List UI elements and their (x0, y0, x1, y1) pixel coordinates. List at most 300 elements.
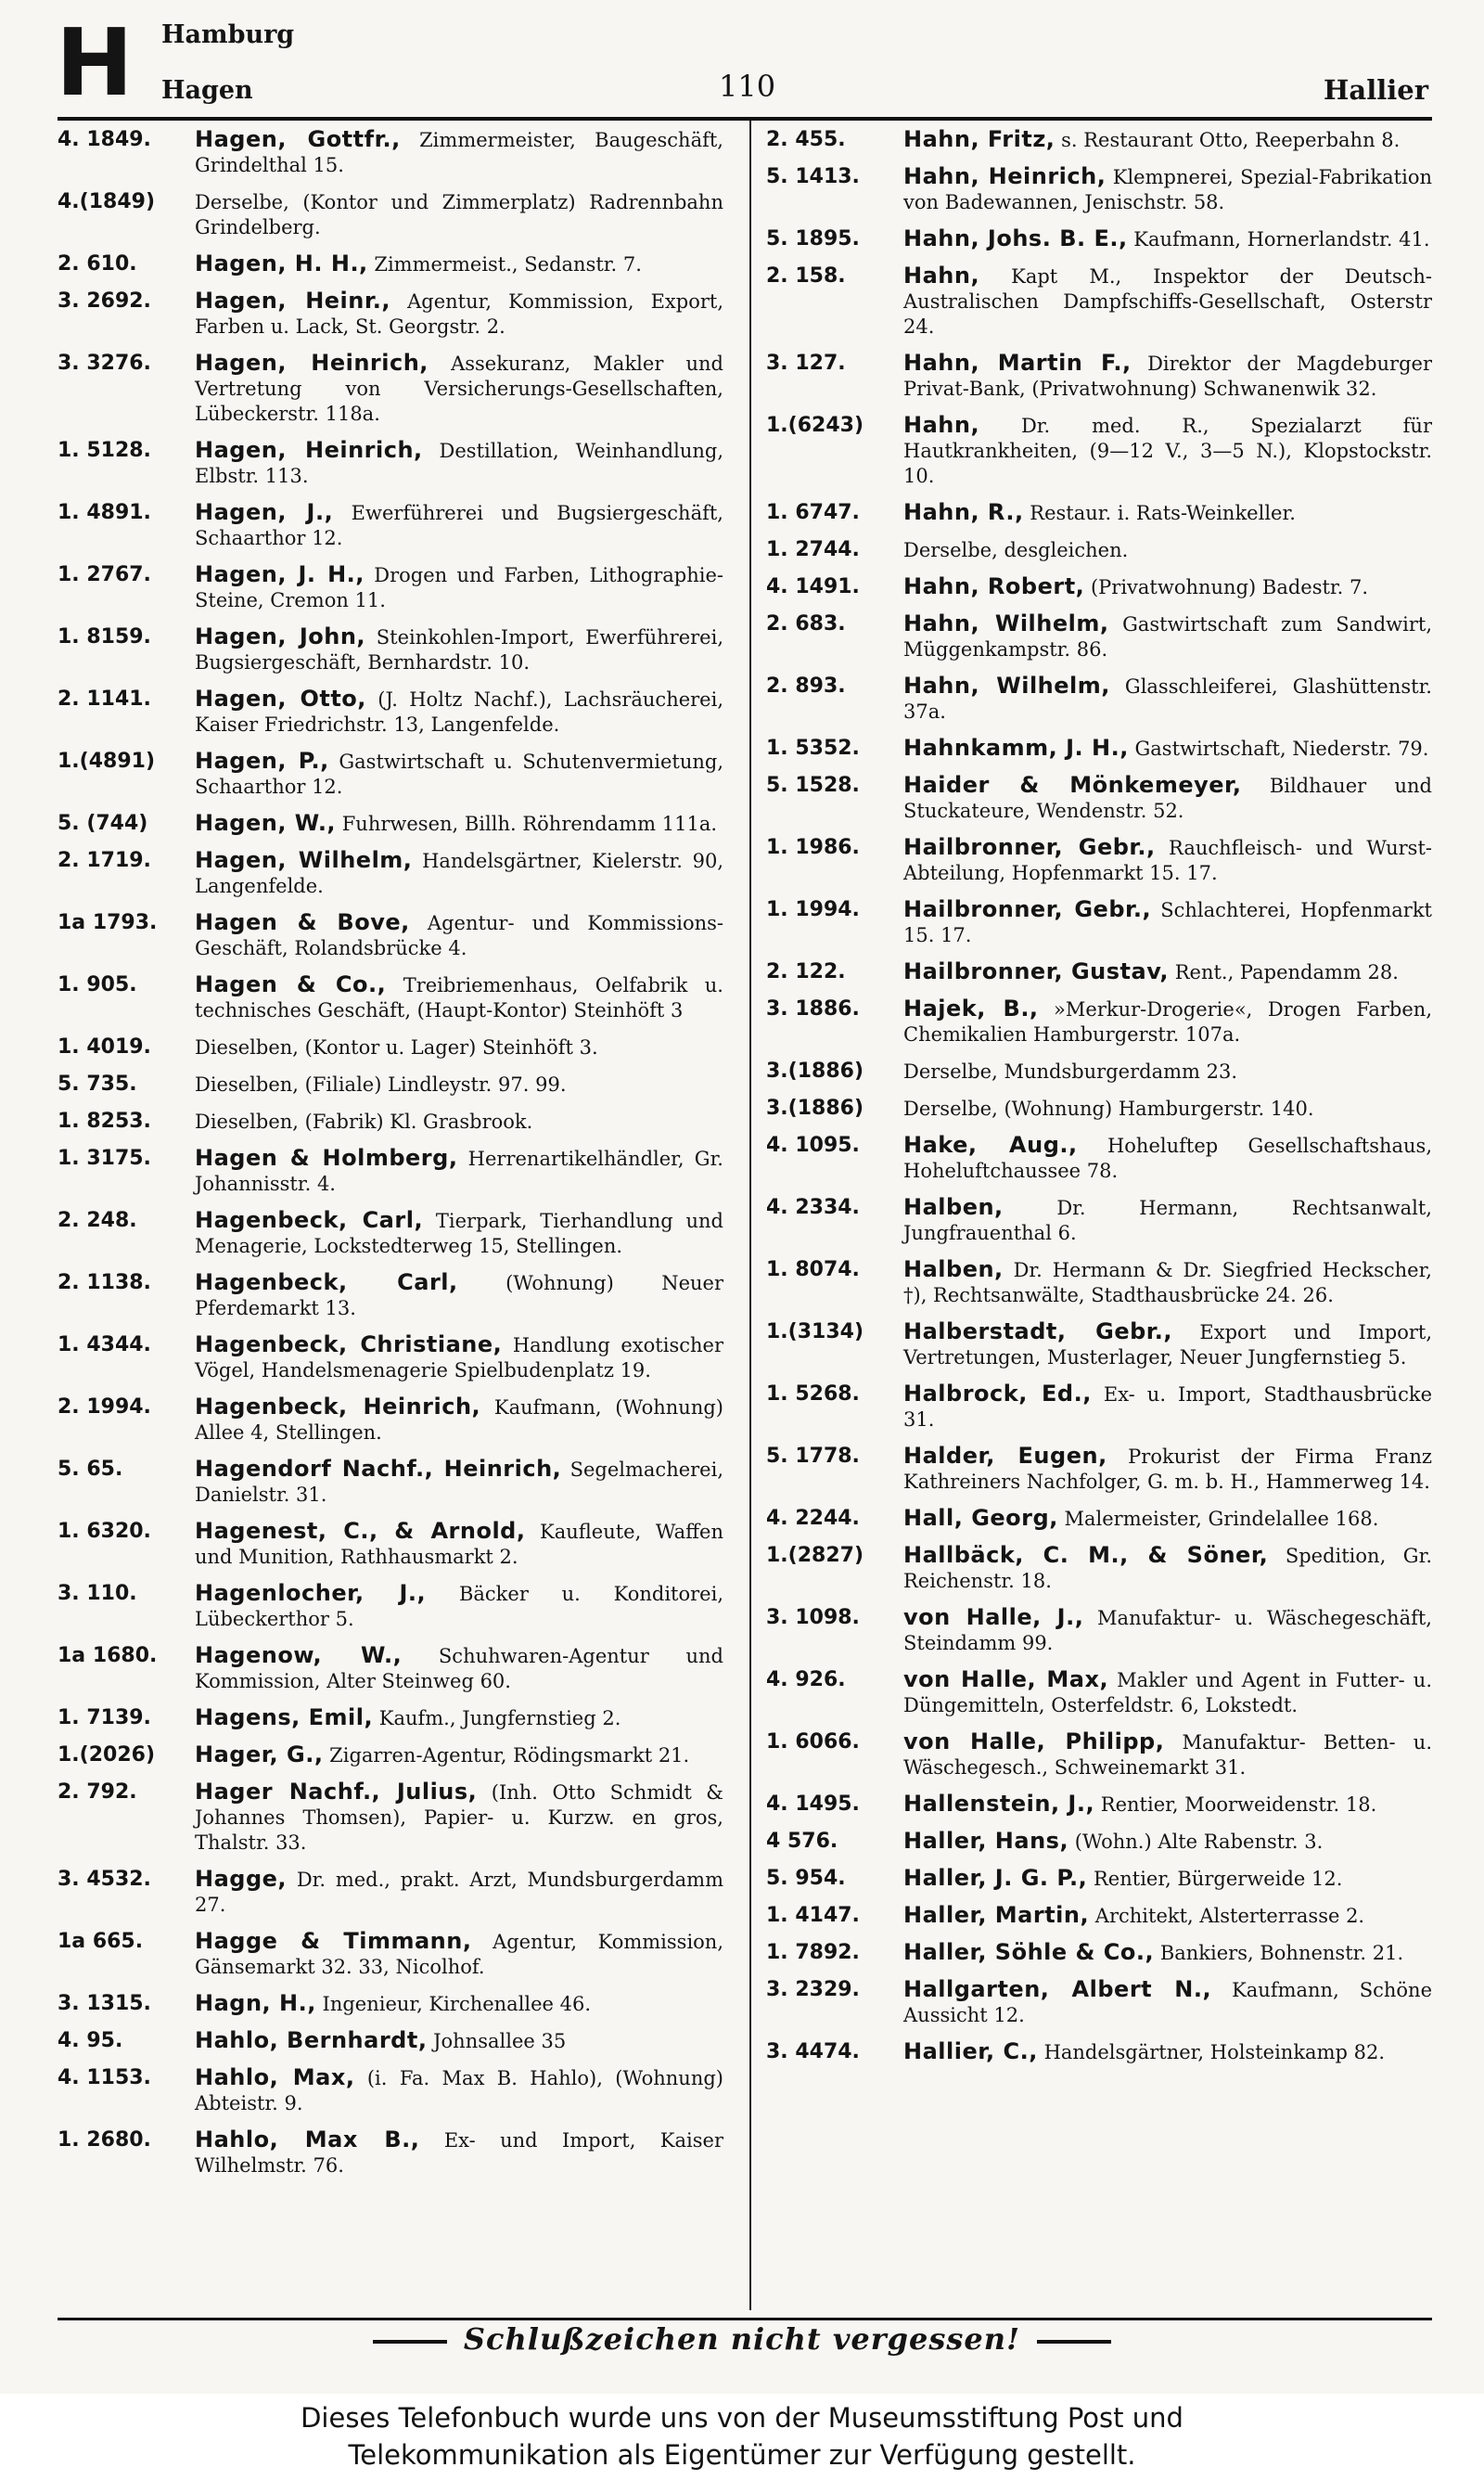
directory-entry (766, 1829, 1432, 1855)
entry-details: Kaufm., Jungfernstieg 2. (378, 1707, 621, 1729)
directory-entry (766, 611, 1432, 662)
phone-number: 4 576. (766, 1830, 838, 1853)
phone-number: 2. 1138. (58, 1271, 151, 1294)
entry-name: Hahn, (903, 412, 980, 438)
header-city: Hamburg (161, 20, 295, 49)
entry-name: Hallgarten, Albert N., (903, 1976, 1212, 2002)
entry-details: Dr. Hermann, Rechtsanwalt, Jungfrauenthal 6. (903, 1197, 1432, 1244)
directory-entry (58, 1394, 723, 1446)
entry-name: Hagen, Heinr., (195, 288, 391, 314)
entry-details: Makler und Agent in Futter- u. Düngemitteln, Osterfeldstr. 6, Lokstedt. (903, 1669, 1432, 1716)
phone-number: 1. 7139. (58, 1706, 151, 1729)
phone-number: 1. 2767. (58, 563, 151, 586)
entry-body (195, 351, 723, 427)
directory-entry (58, 1780, 723, 1856)
phone-number: 2. 158. (766, 264, 846, 288)
phone-number: 1a 665. (58, 1930, 144, 1953)
entry-name: Haller, J. G. P., (903, 1865, 1088, 1891)
entry-body (903, 1667, 1432, 1718)
entry-body (195, 2127, 723, 2178)
directory-entry (766, 1729, 1432, 1780)
entry-name: Hall, Georg, (903, 1505, 1058, 1531)
entry-details: Klempnerei, Spezial-Fabrikation von Badewannen, Jenischstr. 58. (903, 166, 1432, 213)
entry-body (195, 687, 723, 738)
entry-details: Gastwirtschaft u. Schutenvermietung, Schaarthor 12. (195, 751, 723, 798)
entry-details: Agentur, Kommission, Gänsemarkt 32. 33, Nicolhof. (195, 1931, 723, 1978)
entry-body (903, 1940, 1432, 1966)
entry-body (195, 1867, 723, 1918)
directory-entry (766, 835, 1432, 886)
entry-name: Hagge & Timmann, (195, 1928, 472, 1954)
entry-body (903, 1729, 1432, 1780)
entry-body (195, 1929, 723, 1980)
entry-details: Ex- u. Import, Stadthausbrücke 31. (903, 1383, 1432, 1431)
phone-number: 5. 1895. (766, 227, 860, 251)
directory-entry (766, 959, 1432, 985)
entry-name: Hagen, Otto, (195, 686, 366, 712)
entry-body (195, 1270, 723, 1321)
phone-number: 3. 1315. (58, 1992, 151, 2015)
entry-body (903, 574, 1432, 600)
entry-name: Hagenbeck, Carl, (195, 1207, 424, 1233)
entry-name: Hallbäck, C. M., & Söner, (903, 1542, 1269, 1568)
entry-name: Halbrock, Ed., (903, 1381, 1092, 1407)
directory-entry (766, 500, 1432, 526)
column-divider (749, 121, 751, 2310)
directory-entry (766, 1381, 1432, 1433)
entry-body (195, 2065, 723, 2116)
entry-body (195, 562, 723, 613)
entry-details: Johnsallee 35 (433, 2030, 567, 2052)
entry-details: Tierpark, Tierhandlung und Menagerie, Lockstedterweg 15, Stellingen. (195, 1210, 723, 1257)
entry-body (903, 127, 1432, 153)
entry-details: Segelmacherei, Danielstr. 31. (195, 1458, 723, 1506)
entry-body (903, 1133, 1432, 1184)
entry-details: Zimmermeist., Sedanstr. 7. (374, 253, 642, 276)
directory-entry (58, 1072, 723, 1098)
entry-name: Hagen & Co., (195, 971, 387, 997)
entry-details: (Wohnung) Neuer Pferdemarkt 13. (195, 1272, 723, 1319)
entry-name: Hahn, R., (903, 499, 1024, 525)
entry-body (903, 1792, 1432, 1818)
phone-number: 1. 2744. (766, 538, 860, 561)
entry-details: s. Restaurant Otto, Reeperbahn 8. (1061, 129, 1401, 151)
entry-name: Hagen, John, (195, 623, 366, 649)
header-last-entry: Hallier (1324, 74, 1428, 106)
entry-body (903, 674, 1432, 725)
notice-line-2: Telekommunikation als Eigentümer zur Verfügung gestellt. (348, 2439, 1136, 2471)
page-header (0, 0, 1484, 121)
directory-entry (766, 1940, 1432, 1966)
directory-entry (58, 438, 723, 489)
directory-entry (58, 811, 723, 837)
entry-details: Dr. Hermann & Dr. Siegfried Heckscher, †), Rechtsanwälte, Stadthausbrücke 24. 26. (903, 1259, 1432, 1306)
phone-number: 3. 2692. (58, 289, 151, 313)
phone-number: 1. 6066. (766, 1730, 860, 1754)
directory-entry (766, 1444, 1432, 1495)
entry-name: von Halle, Philipp, (903, 1728, 1165, 1754)
entry-name: Haller, Hans, (903, 1828, 1069, 1854)
directory-entry (58, 687, 723, 738)
directory-entry (58, 1146, 723, 1197)
entry-body (903, 1866, 1432, 1892)
phone-number: 5. 735. (58, 1073, 137, 1096)
phone-number: 3. 4474. (766, 2040, 860, 2063)
directory-entry (766, 574, 1432, 600)
directory-entry (58, 749, 723, 800)
entry-details: Gastwirtschaft, Niederstr. 79. (1134, 738, 1429, 760)
entry-name: Hahn, Heinrich, (903, 163, 1107, 189)
directory-entry (58, 1208, 723, 1259)
entry-name: Hahn, Johs. B. E., (903, 225, 1128, 251)
phone-number: 1. 5128. (58, 439, 151, 462)
directory-entry (58, 189, 723, 240)
phone-number: 5. 1528. (766, 774, 860, 797)
entry-details: Dieselben, (Fabrik) Kl. Grasbrook. (195, 1111, 533, 1133)
phone-number: 1. 4344. (58, 1333, 151, 1356)
phone-number: 1. 5352. (766, 737, 860, 760)
entry-name: Hagen, Heinrich, (195, 437, 423, 463)
directory-entry (58, 972, 723, 1023)
entry-body (195, 624, 723, 675)
directory-entry (766, 127, 1432, 153)
entry-details: Manufaktur- u. Wäschegeschäft, Steindamm 99. (903, 1607, 1432, 1654)
phone-number: 1. 6747. (766, 501, 860, 524)
directory-entry (766, 1195, 1432, 1246)
entry-details: Architekt, Alsterterrasse 2. (1094, 1905, 1365, 1927)
phone-number: 1. 6320. (58, 1520, 151, 1543)
entry-details: Direktor der Magdeburger Privat-Bank, (Privatwohnung) Schwanenwik 32. (903, 353, 1432, 400)
phone-number: 1. 4147. (766, 1904, 860, 1927)
entry-body (903, 1257, 1432, 1308)
entry-name: Hagen & Holmberg, (195, 1145, 458, 1171)
entry-name: Hagen & Bove, (195, 909, 410, 935)
phone-number: 2. 1141. (58, 687, 151, 711)
directory-entry (58, 1457, 723, 1508)
phone-number: 1. 8159. (58, 625, 151, 649)
entry-body (195, 1109, 723, 1135)
phone-number: 2. 1719. (58, 849, 151, 872)
phone-number: 2. 122. (766, 960, 846, 983)
entry-body (195, 500, 723, 551)
entry-body (195, 1034, 723, 1060)
directory-entry (766, 897, 1432, 948)
entry-name: Hake, Aug., (903, 1132, 1078, 1158)
entry-details: Ingenieur, Kirchenallee 46. (322, 1993, 592, 2015)
notice-line-1: Dieses Telefonbuch wurde uns von der Museumsstiftung Post und (301, 2402, 1183, 2434)
entry-body (903, 773, 1432, 824)
phone-number: 1. 905. (58, 973, 137, 996)
directory-entry (58, 1581, 723, 1632)
entry-body (903, 897, 1432, 948)
directory-entry (766, 1543, 1432, 1594)
phone-number: 1. 2680. (58, 2128, 151, 2152)
entry-name: Hagenbeck, Christiane, (195, 1331, 503, 1357)
entry-name: Hallenstein, J., (903, 1791, 1095, 1817)
entry-body (903, 835, 1432, 886)
entry-body (195, 289, 723, 340)
phone-number: 4. 2334. (766, 1196, 860, 1219)
entry-body (195, 1072, 723, 1098)
entry-body (903, 226, 1432, 252)
directory-entry (58, 562, 723, 613)
directory-entry (58, 2127, 723, 2178)
entry-body (195, 1581, 723, 1632)
entry-body (903, 996, 1432, 1047)
entry-details: Manufaktur- Betten- u. Wäschegesch., Schweinemarkt 31. (903, 1731, 1432, 1779)
phone-number: 4. 1849. (58, 128, 151, 151)
phone-number: 5. (744) (58, 812, 148, 835)
entry-body (195, 848, 723, 899)
entry-body (903, 1903, 1432, 1929)
directory-entry (58, 1991, 723, 2017)
entry-name: Hagenow, W., (195, 1642, 403, 1668)
directory-entry (58, 1034, 723, 1060)
directory-entry (58, 1742, 723, 1768)
phone-number: 3. 2329. (766, 1978, 860, 2001)
phone-number: 1a 1680. (58, 1644, 158, 1667)
directory-entry (58, 1867, 723, 1918)
phone-number: 4. 1095. (766, 1134, 860, 1157)
entry-details: Bäcker u. Konditorei, Lübeckerthor 5. (195, 1583, 723, 1630)
phone-number: 3.(1886) (766, 1060, 864, 1083)
entry-name: Halder, Eugen, (903, 1443, 1107, 1469)
entry-body (195, 1991, 723, 2017)
entry-details: Spedition, Gr. Reichenstr. 18. (903, 1545, 1432, 1592)
entry-body (195, 1394, 723, 1446)
phone-number: 1. 5268. (766, 1382, 860, 1406)
dash-left (373, 2340, 447, 2344)
closing-reminder (0, 2321, 1484, 2357)
entry-name: Hagen, Heinrich, (195, 350, 429, 376)
entry-details: Rentier, Moorweidenstr. 18. (1100, 1793, 1377, 1816)
entry-body (903, 413, 1432, 489)
phone-number: 1. 1994. (766, 898, 860, 921)
entry-details: Ex- und Import, Kaiser Wilhelmstr. 76. (195, 2129, 723, 2177)
entry-details: Prokurist der Firma Franz Kathreiners Nachfolger, G. m. b. H., Hammerweg 14. (903, 1446, 1432, 1493)
directory-entry (766, 226, 1432, 252)
directory-entry (766, 1977, 1432, 2028)
entry-details: Derselbe, Mundsburgerdamm 23. (903, 1060, 1237, 1083)
entry-name: Hagen, H. H., (195, 251, 368, 276)
entry-details: Handlung exotischer Vögel, Handelsmenagerie Spielbudenplatz 19. (195, 1334, 723, 1381)
entry-details: Schlachterei, Hopfenmarkt 15. 17. (903, 899, 1432, 946)
phone-number: 2. 455. (766, 128, 846, 151)
directory-entry (766, 1133, 1432, 1184)
phone-number: 1. 7892. (766, 1941, 860, 1964)
entry-name: Hagen, Gottfr., (195, 127, 401, 152)
entry-name: Hagenbeck, Heinrich, (195, 1394, 481, 1420)
entry-details: Hoheluftер Gesellschaftshaus, Hoheluftchaussee 78. (903, 1135, 1432, 1182)
entry-body (195, 189, 723, 240)
entry-details: Destillation, Weinhandlung, Elbstr. 113. (195, 440, 723, 487)
phone-number: 1.(6243) (766, 414, 864, 437)
entry-details: (Inh. Otto Schmidt & Johannes Thomsen), Papier- u. Kurzw. en gros, Thalstr. 33. (195, 1781, 723, 1854)
entry-details: Gastwirtschaft zum Sandwirt, Müggenkampstr. 86. (903, 613, 1432, 661)
entry-details: (Privatwohnung) Badestr. 7. (1090, 576, 1369, 598)
entry-details: Dr. med. R., Spezialarzt für Hautkrankheiten, (9—12 V., 3—5 N.), Klopstockstr. 10. (903, 415, 1432, 487)
phone-number: 1.(2026) (58, 1743, 156, 1767)
entry-name: Hahn, Fritz, (903, 127, 1055, 152)
phone-number: 2. 1994. (58, 1395, 151, 1419)
phone-number: 4. 926. (766, 1668, 846, 1691)
phone-number: 5. 65. (58, 1458, 123, 1481)
entry-name: Haider & Mönkemeyer, (903, 772, 1242, 798)
entry-body (195, 811, 723, 837)
directory-entry (58, 1929, 723, 1980)
phone-number: 2. 893. (766, 675, 846, 698)
directory-entry (58, 2028, 723, 2054)
entry-name: Halben, (903, 1256, 1004, 1282)
entry-details: Zigarren-Agentur, Rödingsmarkt 21. (329, 1744, 690, 1767)
entry-name: Hagenest, C., & Arnold, (195, 1518, 526, 1544)
entry-details: Agentur- und Kommissions-Geschäft, Rolandsbrücke 4. (195, 912, 723, 959)
directory-entry (766, 996, 1432, 1047)
entry-details: Kaufmann, Hornerlandstr. 41. (1133, 228, 1430, 251)
directory-entry (766, 736, 1432, 762)
directory-entry (58, 127, 723, 178)
page-number: 110 (719, 69, 776, 104)
directory-entry (58, 1332, 723, 1383)
entry-details: Treibriemenhaus, Oelfabrik u. technisches Geschäft, (Haupt-Kontor) Steinhöft 3 (195, 974, 723, 1022)
entry-name: Hagen, Wilhelm, (195, 847, 413, 873)
dash-right (1037, 2340, 1111, 2344)
entry-body (903, 263, 1432, 340)
phone-number: 1.(2827) (766, 1544, 864, 1567)
entry-details: Restaur. i. Rats-Weinkeller. (1030, 502, 1296, 524)
section-letter: H (56, 8, 132, 117)
entry-body (903, 164, 1432, 215)
entry-name: Hagen, P., (195, 748, 329, 774)
phone-number: 2. 792. (58, 1780, 137, 1804)
entry-details: Dieselben, (Filiale) Lindleystr. 97. 99. (195, 1073, 567, 1096)
entry-details: Handelsgärtner, Holsteinkamp 82. (1043, 2041, 1385, 2063)
entry-body (195, 1705, 723, 1731)
entry-name: Hager Nachf., Julius, (195, 1779, 478, 1805)
entry-details: Derselbe, (Kontor und Zimmerplatz) Radrennbahn Grindelberg. (195, 191, 723, 238)
phone-number: 3. 127. (766, 352, 846, 375)
entry-details: Drogen und Farben, Lithographie-Steine, Cremon 11. (195, 564, 723, 611)
phone-number: 5. 1413. (766, 165, 860, 188)
directory-entry (766, 773, 1432, 824)
entry-name: Hagn, H., (195, 1990, 316, 2016)
entry-body (195, 1457, 723, 1508)
entry-name: Hailbronner, Gustav, (903, 958, 1170, 984)
right-column (766, 127, 1432, 2317)
phone-number: 1.(4891) (58, 750, 156, 773)
entry-details: Schuhwaren-Agentur und Kommission, Alter Steinweg 60. (195, 1645, 723, 1692)
entry-body (195, 972, 723, 1023)
entry-body (903, 1829, 1432, 1855)
directory-entry (766, 413, 1432, 489)
entry-name: Hallier, C., (903, 2038, 1038, 2064)
directory-entry (58, 1270, 723, 1321)
entry-name: Hagenlocher, J., (195, 1580, 427, 1606)
entry-body (903, 500, 1432, 526)
directory-entry (766, 263, 1432, 340)
directory-entry (58, 1643, 723, 1694)
phone-number: 5. 1778. (766, 1445, 860, 1468)
entry-details: Kaufmann, Schöne Aussicht 12. (903, 1979, 1432, 2026)
entry-name: Halberstadt, Gebr., (903, 1318, 1172, 1344)
directory-entry (58, 1705, 723, 1731)
entry-body (195, 749, 723, 800)
phone-number: 4. 1495. (766, 1793, 860, 1816)
directory-entry (766, 1903, 1432, 1929)
entry-body (903, 736, 1432, 762)
phone-number: 1a 1793. (58, 911, 158, 934)
entry-name: von Halle, J., (903, 1604, 1084, 1630)
directory-entry (58, 1109, 723, 1135)
entry-name: Hagge, (195, 1866, 288, 1892)
entry-body (903, 1605, 1432, 1656)
entry-body (195, 1519, 723, 1570)
directory-entry (58, 289, 723, 340)
phone-number: 4. 2244. (766, 1507, 860, 1530)
phone-number: 1. 8074. (766, 1258, 860, 1281)
entry-details: (Wohn.) Alte Rabenstr. 3. (1074, 1831, 1324, 1853)
entry-body (903, 1444, 1432, 1495)
phone-number: 2. 683. (766, 612, 846, 636)
entry-details: Fuhrwesen, Billh. Röhrendamm 111a. (341, 813, 718, 835)
entry-body (903, 611, 1432, 662)
phone-number: 2. 248. (58, 1209, 137, 1232)
directory-entry (58, 1519, 723, 1570)
entry-details: Kapt M., Inspektor der Deutsch-Australischen Dampfschiffs-Gesellschaft, Osterstr 24. (903, 265, 1432, 338)
entry-body (195, 127, 723, 178)
header-rule (58, 117, 1432, 121)
directory-entry (58, 848, 723, 899)
entry-body (903, 1059, 1432, 1085)
header-first-entry: Hagen (161, 76, 253, 105)
entry-details: Rentier, Bürgerweide 12. (1093, 1868, 1343, 1890)
directory-entry (766, 1866, 1432, 1892)
phone-number: 1. 4891. (58, 501, 151, 524)
directory-entry (766, 1257, 1432, 1308)
entry-body (903, 1195, 1432, 1246)
entry-body (903, 1506, 1432, 1532)
entry-details: Dr. med., prakt. Arzt, Mundsburgerdamm 27. (195, 1869, 723, 1916)
phone-number: 4. 1491. (766, 575, 860, 598)
entry-details: Export und Import, Vertretungen, Musterlager, Neuer Jungfernstieg 5. (903, 1321, 1432, 1368)
entry-details: (J. Holtz Nachf.), Lachsräucherei, Kaiser Friedrichstr. 13, Langenfelde. (195, 688, 723, 736)
entry-name: Hailbronner, Gebr., (903, 896, 1152, 922)
entry-name: Hailbronner, Gebr., (903, 834, 1156, 860)
entry-details: Agentur, Kommission, Export, Farben u. Lack, St. Georgstr. 2. (195, 290, 723, 338)
directory-entry (766, 537, 1432, 563)
phone-number: 1. 4019. (58, 1035, 151, 1059)
directory-entry (766, 674, 1432, 725)
entry-details: Assekuranz, Makler und Vertretung von Versicherungs-Gesellschaften, Lübeckerstr. 118a. (195, 353, 723, 425)
entry-body (195, 1742, 723, 1768)
entry-body (903, 2039, 1432, 2065)
entry-body (195, 1146, 723, 1197)
entry-body (903, 1543, 1432, 1594)
phone-number: 4. 1153. (58, 2066, 151, 2089)
entry-details: »Merkur-Drogerie«, Drogen Farben, Chemikalien Hamburgerstr. 107a. (903, 998, 1432, 1046)
directory-entry (766, 164, 1432, 215)
directory-entry (766, 2039, 1432, 2065)
entry-name: Haller, Martin, (903, 1902, 1090, 1928)
closing-text: Schlußzeichen nicht vergessen! (463, 2321, 1021, 2357)
directory-entry (58, 251, 723, 277)
directory-entry (766, 351, 1432, 402)
phone-number: 1. 1986. (766, 836, 860, 859)
directory-entry (58, 2065, 723, 2116)
entry-body (903, 1319, 1432, 1370)
entry-name: Hajek, B., (903, 996, 1039, 1022)
directory-entry (766, 1605, 1432, 1656)
